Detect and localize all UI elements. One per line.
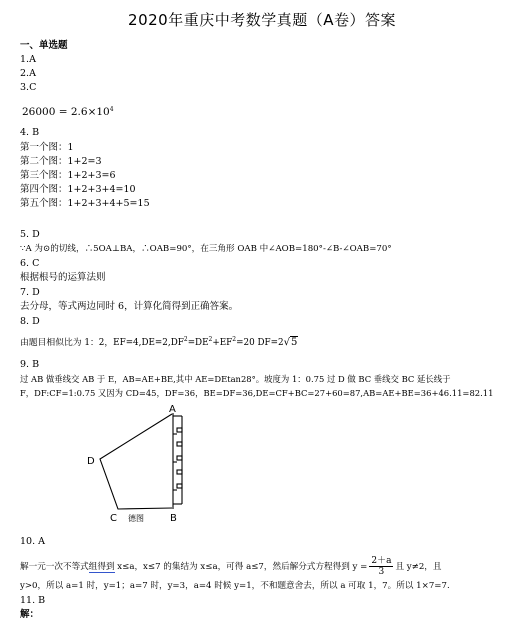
label-A: A: [169, 404, 176, 415]
q4-line-4: 第四个图：1+2+3+4=10: [20, 184, 136, 195]
q7-explanation: 去分母，等式两边同时 6，计算化简得到正确答案。: [20, 301, 239, 312]
q4-line-3: 第三个图：1+2+3=6: [20, 170, 116, 181]
page-title: 2020年重庆中考数学真题（A卷）答案: [128, 11, 396, 29]
fraction: $\frac{2+a}{3}$: [371, 556, 392, 577]
label-D: D: [87, 456, 95, 467]
answer-8: 8. D: [20, 316, 40, 327]
q9-line-1: 过 AB 做垂线交 AB 于 E，AB=AE+BE,其中 AE=DEtan28°。坡度为 1：0.75 过 D 做 BC 垂线交 BC 延长线于: [20, 374, 451, 384]
q11-label: 解：: [20, 609, 40, 620]
answer-9: 9. B: [20, 359, 40, 370]
label-B: B: [170, 513, 177, 524]
section-heading: 一、单选题: [20, 40, 68, 51]
figure-caption: 德图: [128, 514, 144, 523]
geometry-figure: [80, 404, 240, 524]
q6-explanation: 根据根号的运算法则: [20, 272, 106, 283]
wall-step: [177, 442, 182, 446]
q4-line-5: 第五个图：1+2+3+4+5=15: [20, 198, 150, 209]
wall-step: [177, 470, 182, 474]
answer-2: 2.A: [20, 68, 36, 79]
q5-explanation: ∵A 为⊙的切线，∴5OA⊥BA，∴OAB=90°，在三角形 OAB 中∠AOB=180°-∠B-∠OAB=70°: [20, 244, 392, 254]
q9-line-2: F，DF:CF=1:0.75 又因为 CD=45，DF=36，BE=DF=36,DE=CF+BC=27+60=87,AB=AE+BE=36+46.11=82.11: [20, 388, 494, 398]
equation-q3: $26000 = 2.6\times 10^4$: [22, 106, 114, 118]
answer-3: 3.C: [20, 82, 37, 93]
label-C: C: [110, 513, 117, 524]
answer-11: 11. B: [20, 595, 46, 606]
answer-10: 10. A: [20, 536, 45, 547]
wall-step: [177, 484, 182, 488]
wall-step: [177, 456, 182, 460]
figure-outline: [100, 414, 172, 509]
wall-step: [177, 428, 182, 432]
answer-4: 4. B: [20, 127, 40, 138]
q8-explanation: 由题目相似比为 1：2，$EF=4,DE=2,DF^2=DE^2+EF^2=20$ DF=2√5: [20, 336, 298, 348]
q4-line-2: 第二个图：1+2=3: [20, 156, 102, 167]
answer-1: 1.A: [20, 54, 36, 65]
q10-line-1: 解一元一次不等式组得到 x≤a，x≤7 的集结为 x≤a，可得 a≤7，然后解分式方程得到 y = $\frac{2+a}{3}$ 且 y≠2，且: [20, 556, 442, 577]
sqrt-symbol: √5: [283, 337, 298, 348]
q10-line-2: y>0，所以 a=1 时，y=1；a=7 时，y=3，a=4 时候 y=1，不和题意舍去，所以 a 可取 1，7。所以 1×7=7.: [20, 581, 450, 591]
answer-6: 6. C: [20, 258, 40, 269]
answer-7: 7. D: [20, 287, 40, 298]
answer-5: 5. D: [20, 229, 40, 240]
q4-line-1: 第一个图：1: [20, 142, 74, 153]
